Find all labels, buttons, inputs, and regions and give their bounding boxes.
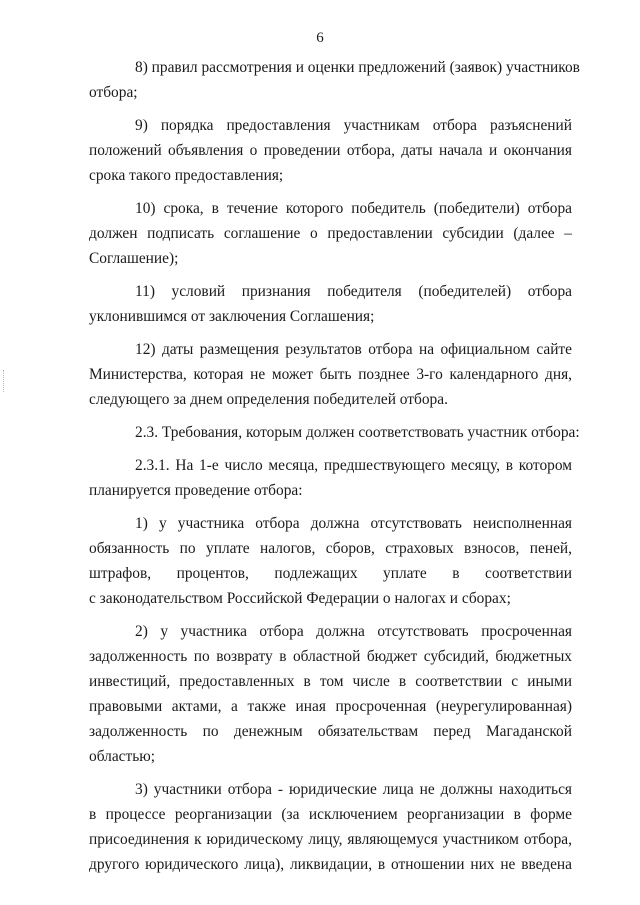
scan-margin-mark [3,370,5,392]
paragraph-line: задолженность по возврату в областной бюджет субсидий, бюджетных [89,648,572,665]
document-body [89,55,580,885]
paragraph-line: правовыми актами, а также иная просроченная (неурегулированная) [89,698,572,715]
paragraph [89,55,580,105]
paragraph-line: положений объявления о проведении отбора, даты начала и окончания [89,142,572,159]
paragraph-line: другого юридического лица), ликвидации, в отношении них не введена [89,856,572,873]
paragraph-line: 1) у участника отбора должна отсутствовать неисполненная [135,515,572,532]
paragraph-line: 2.3.1. На 1-е число месяца, предшествующего месяцу, в котором [135,457,572,474]
paragraph-line: присоединения к юридическому лицу, являющемуся участником отбора, [89,831,572,848]
paragraph [89,113,572,188]
paragraph [89,511,572,611]
paragraph-line: задолженность по денежным обязательствам перед Магаданской [89,723,572,740]
paragraph-line: 12) даты размещения результатов отбора на официальном сайте [135,341,572,358]
paragraph-line: 11) условий признания победителя (победителей) отбора [135,283,572,300]
paragraph-line: следующего за днем определения победителей отбора. [89,391,448,408]
page-number: 6 [316,30,324,46]
paragraph-line: 9) порядка предоставления участникам отбора разъяснений [135,117,572,134]
paragraph-line: в процессе реорганизации (за исключением реорганизации в форме [89,806,572,823]
paragraph [89,777,572,877]
paragraph [89,453,572,503]
paragraph-line: Министерства, которая не может быть позднее 3-го календарного дня, [89,366,572,383]
paragraph-line: штрафов, процентов, подлежащих уплате в соответствии [89,565,572,582]
paragraph-line: планируется проведение отбора: [89,482,303,499]
paragraph-line: должен подписать соглашение о предоставлении субсидии (далее – [89,225,572,242]
paragraph-line: областью; [89,748,156,765]
paragraph-line: с законодательством Российской Федерации о налогах и сборах; [89,590,511,607]
paragraph-line: 8) правил рассмотрения и оценки предложений (заявок) участников [135,59,580,76]
paragraph-line: Соглашение); [89,250,179,267]
paragraph-line: отбора; [89,84,138,101]
paragraph-line: обязанность по уплате налогов, сборов, страховых взносов, пеней, [89,540,572,557]
paragraph-line: срока такого предоставления; [89,167,284,184]
paragraph-line: 2.3. Требования, которым должен соответствовать участник отбора: [135,424,580,441]
paragraph-line: 3) участники отбора - юридические лица не должны находиться [135,781,572,798]
paragraph [89,196,572,271]
paragraph-line: 10) срока, в течение которого победитель (победители) отбора [135,200,572,217]
paragraph-line: уклонившимся от заключения Соглашения; [89,308,375,325]
paragraph [89,337,572,412]
paragraph [89,619,572,769]
paragraph-line: 2) у участника отбора должна отсутствовать просроченная [135,623,572,640]
paragraph [89,420,580,445]
paragraph-line: инвестиций, предоставленных в том числе в соответствии с иными [89,673,572,690]
paragraph [89,279,572,329]
